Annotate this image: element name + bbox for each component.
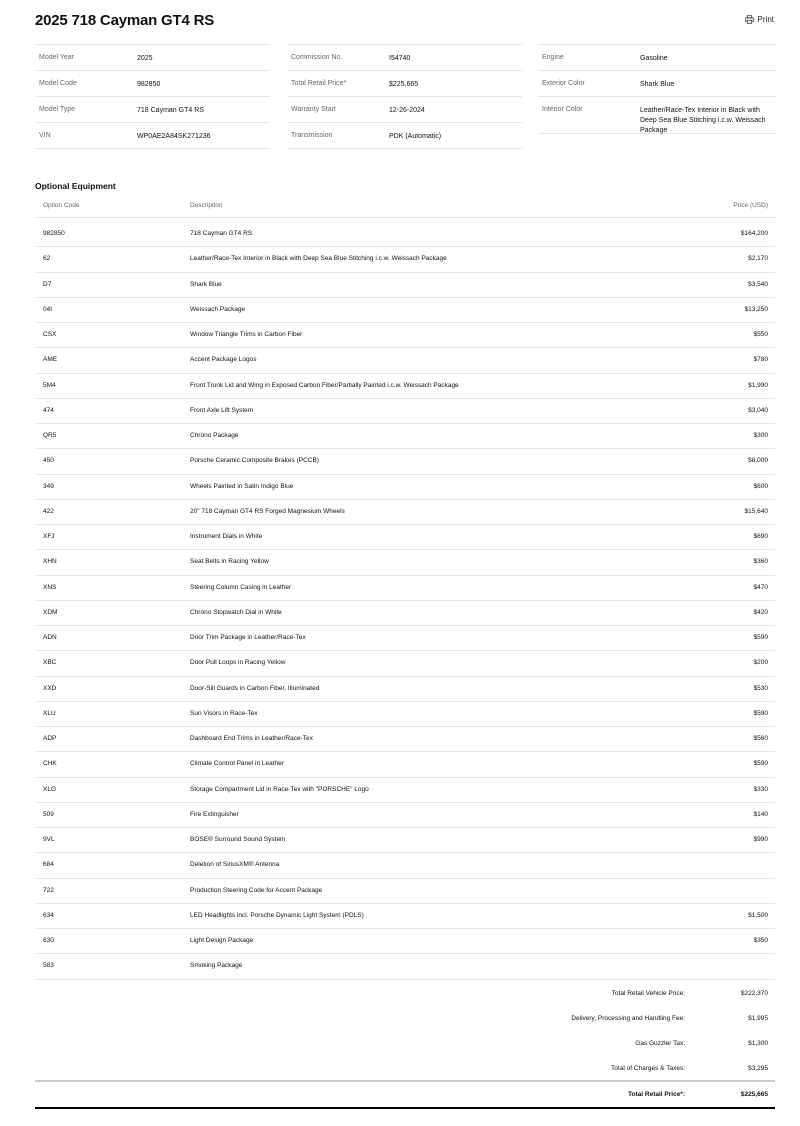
option-code-cell: XDM bbox=[43, 608, 58, 616]
spec-total-retail-price bbox=[287, 70, 522, 96]
header-description: Description bbox=[190, 202, 223, 209]
option-code-cell: 630 bbox=[43, 937, 54, 944]
option-code-cell: ADP bbox=[43, 735, 57, 742]
option-code-cell: D7 bbox=[43, 280, 52, 288]
option-code-cell: 474 bbox=[43, 406, 54, 414]
totals-row bbox=[35, 1035, 775, 1060]
totals-value: $1,300 bbox=[748, 1040, 768, 1047]
totals-value: $3,295 bbox=[748, 1065, 768, 1072]
price-cell: $990 bbox=[753, 836, 768, 843]
price-cell: $550 bbox=[753, 331, 768, 338]
description-cell: Chrono Package bbox=[190, 432, 239, 439]
spec-label: Warranty Start bbox=[291, 106, 336, 113]
description-cell: Chrono Stopwatch Dial in White bbox=[190, 608, 282, 616]
description-cell: Porsche Ceramic Composite Brakes (PCCB) bbox=[190, 457, 319, 465]
spec-model-year bbox=[35, 44, 270, 70]
totals-value: $222,370 bbox=[740, 990, 768, 997]
spec-label: Model Type bbox=[39, 106, 76, 113]
totals-label: Total of Charges & Taxes: bbox=[611, 1065, 685, 1072]
price-cell: $470 bbox=[753, 583, 768, 591]
spec-value: Leather/Race-Tex Interior in Black with Deep Sea Blue Stitching i.c.w. Weissach Package bbox=[640, 107, 766, 134]
description-cell: Front Trunk Lid and Wing in Exposed Carbon Fiber/Partially Painted i.c.w. Weissach Package bbox=[190, 381, 459, 389]
table-row bbox=[35, 803, 775, 828]
description-cell: Door Pull Loops in Racing Yellow bbox=[190, 659, 286, 667]
price-cell: $420 bbox=[753, 608, 768, 616]
spec-label: Interior Color bbox=[542, 106, 583, 113]
table-row bbox=[35, 500, 775, 525]
table-row bbox=[35, 651, 775, 676]
description-cell: Steering Column Casing in Leather bbox=[190, 583, 292, 591]
spec-value: 2025 bbox=[137, 55, 153, 62]
description-cell: Production Steering Code for Accent Package bbox=[190, 886, 323, 894]
spec-engine bbox=[538, 44, 775, 70]
table-row bbox=[35, 677, 775, 702]
description-cell: Front Axle Lift System bbox=[190, 406, 254, 414]
description-cell: Door-Sill Guards in Carbon Fiber, Illuminated bbox=[190, 684, 320, 692]
table-row bbox=[35, 273, 775, 298]
table-row bbox=[35, 449, 775, 474]
price-cell: $200 bbox=[753, 659, 768, 667]
price-cell: $590 bbox=[753, 760, 768, 768]
spec-exterior-color bbox=[538, 70, 775, 96]
spec-warranty-start bbox=[287, 96, 522, 122]
print-button[interactable] bbox=[745, 15, 774, 24]
table-row bbox=[35, 702, 775, 727]
table-row bbox=[35, 576, 775, 601]
spec-label: Exterior Color bbox=[542, 80, 585, 87]
description-cell: LED Headlights incl. Porsche Dynamic Light System (PDLS) bbox=[190, 911, 364, 919]
price-cell: $2,170 bbox=[748, 255, 768, 263]
table-row bbox=[35, 778, 775, 803]
spec-label: Transmission bbox=[291, 132, 333, 139]
table-row bbox=[35, 954, 775, 979]
option-code-cell: 583 bbox=[43, 962, 54, 970]
table-row bbox=[35, 399, 775, 424]
price-cell: $560 bbox=[753, 735, 768, 742]
table-row bbox=[35, 752, 775, 777]
totals-row bbox=[35, 985, 775, 1010]
page-title: 2025 718 Cayman GT4 RS bbox=[35, 12, 215, 29]
option-code-cell: 450 bbox=[43, 457, 54, 465]
price-cell: $690 bbox=[753, 533, 768, 540]
price-cell: $164,200 bbox=[740, 230, 768, 237]
description-cell: Climate Control Panel in Leather bbox=[190, 760, 284, 768]
table-row bbox=[35, 222, 775, 247]
option-code-cell: CSX bbox=[43, 331, 57, 338]
option-code-cell: CHK bbox=[43, 760, 57, 768]
description-cell: Light Design Package bbox=[190, 937, 254, 944]
price-cell: $3,540 bbox=[748, 280, 768, 288]
spec-value: $225,665 bbox=[389, 81, 419, 88]
description-cell: Deletion of SiriusXM® Antenna bbox=[190, 861, 280, 869]
spec-value: Shark Blue bbox=[640, 81, 675, 88]
printer-icon bbox=[745, 15, 754, 24]
price-cell: $590 bbox=[753, 634, 768, 641]
price-totals bbox=[35, 985, 775, 1085]
spec-value: 718 Cayman GT4 RS bbox=[137, 107, 204, 114]
option-code-cell: XFJ bbox=[43, 533, 55, 540]
spec-transmission bbox=[287, 122, 522, 149]
table-row bbox=[35, 348, 775, 373]
table-row bbox=[35, 374, 775, 399]
option-code-cell: 9VL bbox=[43, 836, 55, 843]
price-cell: $330 bbox=[753, 785, 768, 793]
final-total-row bbox=[35, 1086, 775, 1106]
description-cell: BOSE® Surround Sound System bbox=[190, 836, 286, 843]
table-row bbox=[35, 424, 775, 449]
table-row bbox=[35, 323, 775, 348]
description-cell: Window Triangle Trims in Carbon Fiber bbox=[190, 331, 303, 338]
spec-label: Model Year bbox=[39, 54, 75, 61]
spec-interior-color bbox=[538, 96, 775, 134]
description-cell: Wheels Painted in Satin Indigo Blue bbox=[190, 482, 294, 490]
option-code-cell: XBC bbox=[43, 659, 57, 667]
spec-label: Engine bbox=[542, 54, 564, 61]
description-cell: Weissach Package bbox=[190, 305, 246, 313]
totals-label: Delivery, Processing and Handling Fee: bbox=[571, 1015, 685, 1022]
price-cell: $1,990 bbox=[748, 381, 768, 389]
price-cell: $300 bbox=[753, 432, 768, 439]
description-cell: Leather/Race-Tex Interior in Black with Deep Sea Blue Stitching i.c.w. Weissach Package bbox=[190, 255, 447, 263]
table-row bbox=[35, 727, 775, 752]
description-cell: 20" 718 Cayman GT4 RS Forged Magnesium Wheels bbox=[190, 507, 345, 515]
price-cell: $1,500 bbox=[748, 911, 768, 919]
price-cell: $780 bbox=[753, 356, 768, 364]
header-option-code: Option Code bbox=[43, 202, 80, 209]
description-cell: Door Trim Package in Leather/Race-Tex bbox=[190, 634, 306, 641]
option-code-cell: XHN bbox=[43, 558, 57, 566]
price-cell: $15,640 bbox=[744, 507, 768, 515]
option-code-cell: 422 bbox=[43, 507, 54, 515]
spec-label: Commission No. bbox=[291, 54, 343, 61]
totals-divider bbox=[35, 1080, 775, 1082]
option-code-cell: 62 bbox=[43, 255, 51, 263]
spec-value: WP0AE2A84SK271236 bbox=[137, 133, 211, 140]
table-row bbox=[35, 828, 775, 853]
description-cell: Seat Belts in Racing Yellow bbox=[190, 558, 269, 566]
price-cell: $530 bbox=[753, 684, 768, 692]
table-row bbox=[35, 247, 775, 272]
table-row bbox=[35, 879, 775, 904]
spec-value: 982850 bbox=[137, 81, 161, 88]
spec-model-code bbox=[35, 70, 270, 96]
description-cell: Dashboard End Trims in Leather/Race-Tex bbox=[190, 735, 313, 742]
description-cell: 718 Cayman GT4 RS bbox=[190, 230, 253, 237]
header-price: Price (USD) bbox=[733, 202, 768, 209]
optional-equipment-header-row bbox=[35, 197, 775, 218]
totals-label: Gas Guzzler Tax: bbox=[635, 1040, 685, 1047]
description-cell: Accent Package Logos bbox=[190, 356, 257, 364]
spec-value: 12-26-2024 bbox=[389, 107, 425, 114]
price-cell: $350 bbox=[753, 937, 768, 944]
price-cell: $590 bbox=[753, 709, 768, 717]
table-row bbox=[35, 929, 775, 954]
option-code-cell: ADN bbox=[43, 634, 57, 641]
option-code-cell: 722 bbox=[43, 886, 54, 894]
option-code-cell: 684 bbox=[43, 861, 54, 869]
spec-column-3 bbox=[538, 44, 775, 134]
optional-equipment-heading: Optional Equipment bbox=[35, 181, 116, 191]
option-code-cell: XLG bbox=[43, 785, 57, 793]
option-code-cell: 509 bbox=[43, 810, 54, 818]
spec-column-1 bbox=[35, 44, 270, 149]
totals-label: Total Retail Vehicle Price: bbox=[611, 990, 685, 997]
price-cell: $3,040 bbox=[748, 406, 768, 414]
print-label: Print bbox=[757, 15, 774, 24]
optional-equipment-table bbox=[35, 222, 775, 980]
option-code-cell: 982850 bbox=[43, 230, 65, 237]
option-code-cell: XXD bbox=[43, 684, 57, 692]
option-code-cell: AME bbox=[43, 356, 58, 364]
spec-label: Model Code bbox=[39, 80, 77, 87]
spec-column-2 bbox=[287, 44, 522, 149]
spec-commission-no bbox=[287, 44, 522, 70]
option-code-cell: 634 bbox=[43, 911, 54, 919]
description-cell: Instrument Dials in White bbox=[190, 533, 263, 540]
description-cell: Shark Blue bbox=[190, 280, 222, 288]
option-code-cell: XNS bbox=[43, 583, 57, 591]
table-row bbox=[35, 550, 775, 575]
spec-label: VIN bbox=[39, 132, 51, 139]
table-row bbox=[35, 904, 775, 929]
table-row bbox=[35, 601, 775, 626]
spec-model-type bbox=[35, 96, 270, 122]
description-cell: Fire Extinguisher bbox=[190, 810, 239, 818]
table-row bbox=[35, 626, 775, 651]
final-total-label: Total Retail Price*: bbox=[628, 1091, 685, 1098]
option-code-cell: XLU bbox=[43, 709, 56, 717]
price-cell: $13,250 bbox=[744, 305, 768, 313]
spec-label: Total Retail Price* bbox=[291, 80, 347, 87]
price-cell: $360 bbox=[753, 558, 768, 566]
price-cell: $140 bbox=[753, 810, 768, 818]
description-cell: Storage Compartment Lid in Race-Tex with "PORSCHE" Logo bbox=[190, 785, 369, 793]
spec-vin bbox=[35, 122, 270, 149]
spec-value: PDK (Automatic) bbox=[389, 133, 442, 140]
table-row bbox=[35, 525, 775, 550]
spec-value: I54740 bbox=[389, 55, 411, 62]
table-row bbox=[35, 475, 775, 500]
final-total-value: $225,665 bbox=[740, 1091, 768, 1098]
option-code-cell: 5M4 bbox=[43, 381, 56, 389]
description-cell: Sun Visors in Race-Tex bbox=[190, 709, 258, 717]
price-cell: $8,000 bbox=[748, 457, 768, 465]
vehicle-specs bbox=[35, 44, 775, 144]
final-total-rule bbox=[35, 1107, 775, 1109]
totals-value: $1,995 bbox=[748, 1015, 768, 1022]
table-row bbox=[35, 298, 775, 323]
totals-row bbox=[35, 1010, 775, 1035]
description-cell: Smoking Package bbox=[190, 962, 243, 970]
option-code-cell: QR5 bbox=[43, 432, 57, 439]
spec-value: Gasoline bbox=[640, 55, 668, 62]
option-code-cell: 349 bbox=[43, 482, 54, 490]
option-code-cell: 04I bbox=[43, 305, 53, 313]
price-cell: $600 bbox=[753, 482, 768, 490]
table-row bbox=[35, 853, 775, 878]
